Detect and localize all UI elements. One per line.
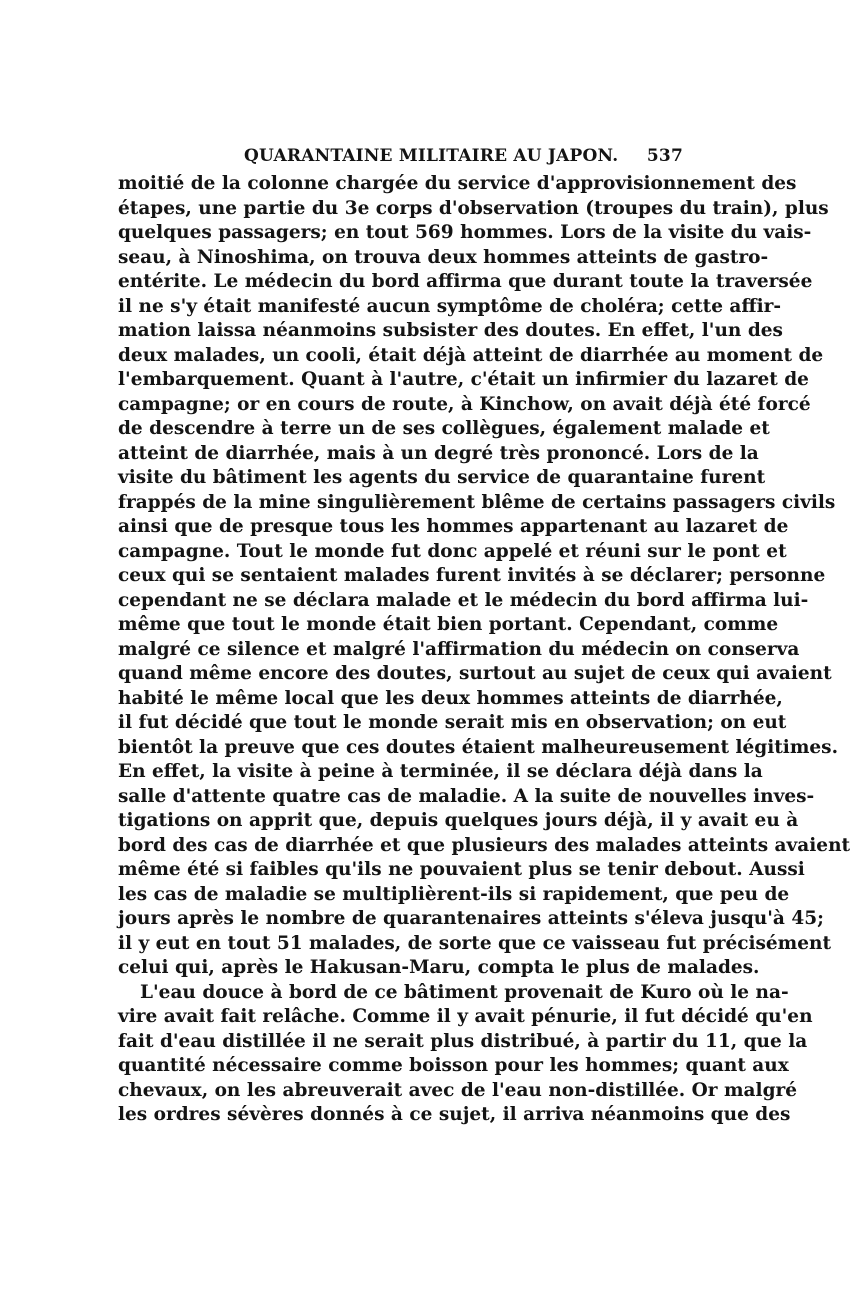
text-line: quantité nécessaire comme boisson pour les hommes; quant aux: [118, 1055, 789, 1076]
text-line: campagne. Tout le monde fut donc appelé et réuni sur le pont et: [118, 540, 787, 562]
text-line: il ne s'y était manifesté aucun symptôme de choléra; cette affir-: [118, 295, 782, 317]
text-line: quand même encore des doutes, surtout au sujet de ceux qui avaient: [118, 663, 832, 684]
text-line: étapes, une partie du 3e corps d'observation (troupes du train), plus: [118, 197, 829, 219]
text-line: il y eut en tout 51 malades, de sorte que ce vaisseau fut précisément: [118, 932, 832, 954]
text-line: entérite. Le médecin du bord affirma que durant toute la traversée: [118, 271, 813, 292]
running-title: QUARANTAINE MILITAIRE AU JAPON.: [244, 146, 619, 166]
text-line: vire avait fait relâche. Comme il y avait pénurie, il fut décidé qu'en: [118, 1006, 813, 1027]
text-line: il fut décidé que tout le monde serait mis en observation; on eut: [118, 712, 787, 733]
text-line: celui qui, après le Hakusan-Maru, compta le plus de malades.: [118, 957, 760, 978]
text-line: de descendre à terre un de ses collègues, également malade et: [118, 418, 770, 439]
text-line: habité le même local que les deux hommes atteints de diarrhée,: [118, 687, 783, 709]
text-line: moitié de la colonne chargée du service d'approvisionnement des: [118, 173, 797, 194]
text-line: les cas de maladie se multiplièrent-ils si rapidement, que peu de: [118, 883, 790, 905]
text-line: ainsi que de presque tous les hommes appartenant au lazaret de: [118, 516, 789, 537]
text-line: visite du bâtiment les agents du service de quarantaine furent: [118, 467, 766, 488]
text-line: les ordres sévères donnés à ce sujet, il arriva néanmoins que des: [118, 1104, 791, 1125]
text-line: cependant ne se déclara malade et le médecin du bord affirma lui-: [118, 589, 809, 611]
paragraph-2: [118, 981, 813, 1128]
text-line: bientôt la preuve que ces doutes étaient malheureusement légitimes.: [118, 736, 839, 758]
text-line: tigations on apprit que, depuis quelques jours déjà, il y avait eu à: [118, 810, 799, 831]
text-line: malgré ce silence et malgré l'affirmation du médecin on conserva: [118, 638, 800, 660]
text-line: L'eau douce à bord de ce bâtiment provenait de Kuro où le na-: [140, 981, 789, 1003]
running-head: [118, 146, 683, 170]
text-line: campagne; or en cours de route, à Kinchow, on avait déjà été forcé: [118, 393, 811, 415]
text-line: l'embarquement. Quant à l'autre, c'était un infirmier du lazaret de: [118, 369, 809, 390]
body-text: [118, 172, 850, 1128]
text-line: quelques passagers; en tout 569 hommes. Lors de la visite du vais-: [118, 222, 812, 243]
text-line: bord des cas de diarrhée et que plusieurs des malades atteints avaient: [118, 834, 850, 856]
text-line: jours après le nombre de quarantenaires atteints s'éleva jusqu'à 45;: [118, 908, 824, 929]
paragraph-1: [118, 172, 850, 981]
text-line: ceux qui se sentaient malades furent invités à se déclarer; personne: [118, 565, 826, 586]
text-line: même été si faibles qu'ils ne pouvaient plus se tenir debout. Aussi: [118, 859, 805, 880]
text-line: fait d'eau distillée il ne serait plus distribué, à partir du 11, que la: [118, 1030, 808, 1052]
page-number: 537: [646, 146, 683, 166]
text-line: seau, à Ninoshima, on trouva deux hommes atteints de gastro-: [118, 246, 769, 268]
text-line: frappés de la mine singulièrement blême de certains passagers civils: [118, 491, 836, 513]
text-line: chevaux, on les abreuverait avec de l'eau non-distillée. Or malgré: [118, 1079, 798, 1101]
text-line: salle d'attente quatre cas de maladie. A la suite de nouvelles inves-: [118, 785, 815, 807]
text-line: mation laissa néanmoins subsister des doutes. En effet, l'un des: [118, 320, 783, 341]
text-line: En effet, la visite à peine à terminée, il se déclara déjà dans la: [118, 761, 763, 782]
text-line: atteint de diarrhée, mais à un degré très prononcé. Lors de la: [118, 442, 759, 464]
text-line: deux malades, un cooli, était déjà atteint de diarrhée au moment de: [118, 344, 824, 366]
text-line: même que tout le monde était bien portant. Cependant, comme: [118, 614, 779, 635]
